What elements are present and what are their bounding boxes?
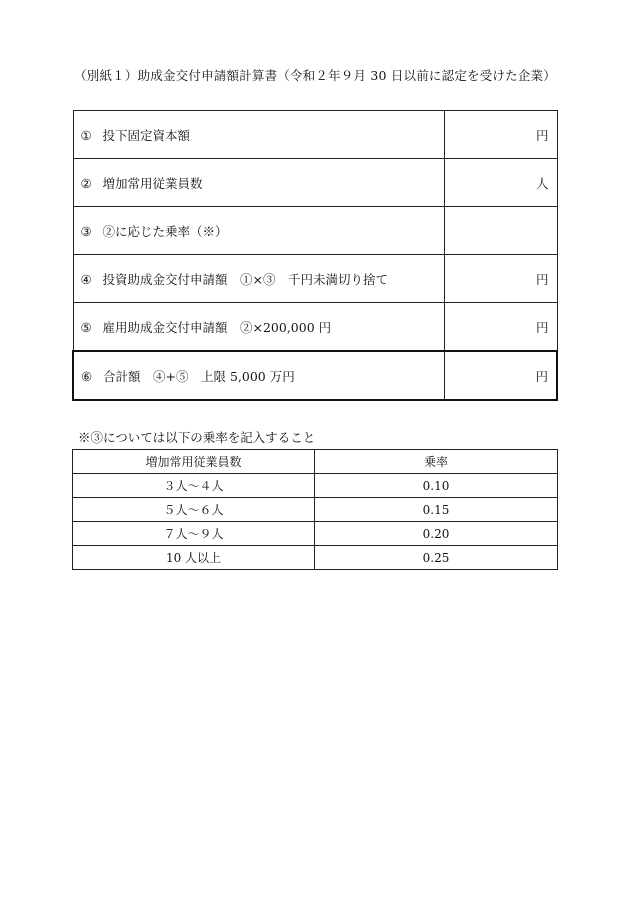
unit-label: 円 — [535, 319, 549, 335]
row-label: 投下固定資本額 — [102, 127, 191, 143]
rate-cell: 0.20 — [315, 522, 558, 546]
unit-label: 円 — [535, 271, 549, 287]
row-label: 雇用助成金交付申請額 ②×200,000 円 — [102, 319, 332, 335]
unit-label: 円 — [535, 127, 549, 143]
employee-range-cell: 10 人以上 — [73, 546, 315, 570]
employee-range-cell: ５人～６人 — [73, 498, 315, 522]
value-cell[interactable] — [445, 159, 558, 207]
row-label: 投資助成金交付申請額 ①×③ 千円未満切り捨て — [102, 271, 388, 287]
calc-row-rate — [73, 207, 557, 255]
value-cell[interactable] — [445, 303, 558, 352]
unit-label: 円 — [535, 368, 548, 384]
row-label: ②に応じた乗率（※） — [102, 223, 228, 239]
row-number: ⑥ — [81, 368, 93, 384]
rate-cell: 0.25 — [315, 546, 558, 570]
calc-row-investment-grant — [73, 255, 557, 303]
value-cell[interactable] — [445, 207, 558, 255]
calculation-table — [72, 110, 558, 401]
document-title: （別紙１）助成金交付申請額計算書（令和２年９月 30 日以前に認定を受けた企業） — [74, 68, 556, 83]
column-header: 乗率 — [315, 450, 558, 474]
employee-range-cell: ７人～９人 — [73, 522, 315, 546]
table-row — [73, 546, 558, 570]
rate-table-header — [73, 450, 558, 474]
rate-cell: 0.10 — [315, 474, 558, 498]
value-cell[interactable] — [445, 111, 558, 159]
value-cell[interactable] — [445, 351, 558, 400]
calc-row-employees — [73, 159, 557, 207]
row-label: 増加常用従業員数 — [102, 175, 203, 191]
row-number: ④ — [80, 271, 92, 287]
rate-table — [72, 449, 558, 570]
unit-label: 人 — [535, 175, 549, 191]
row-label: 合計額 ④+⑤ 上限 5,000 万円 — [103, 368, 295, 384]
value-cell[interactable] — [445, 255, 558, 303]
row-number: ⑤ — [80, 319, 92, 335]
table-row — [73, 498, 558, 522]
rate-note: ※③については以下の乗率を記入すること — [78, 430, 316, 445]
rate-cell: 0.15 — [315, 498, 558, 522]
row-number: ① — [80, 127, 92, 143]
calc-row-employment-grant — [73, 303, 557, 352]
calc-row-fixed-capital — [73, 111, 557, 159]
row-number: ② — [80, 175, 92, 191]
calc-row-total — [73, 351, 557, 400]
column-header: 増加常用従業員数 — [73, 450, 315, 474]
row-number: ③ — [80, 223, 92, 239]
employee-range-cell: ３人～４人 — [73, 474, 315, 498]
table-row — [73, 522, 558, 546]
table-row — [73, 474, 558, 498]
